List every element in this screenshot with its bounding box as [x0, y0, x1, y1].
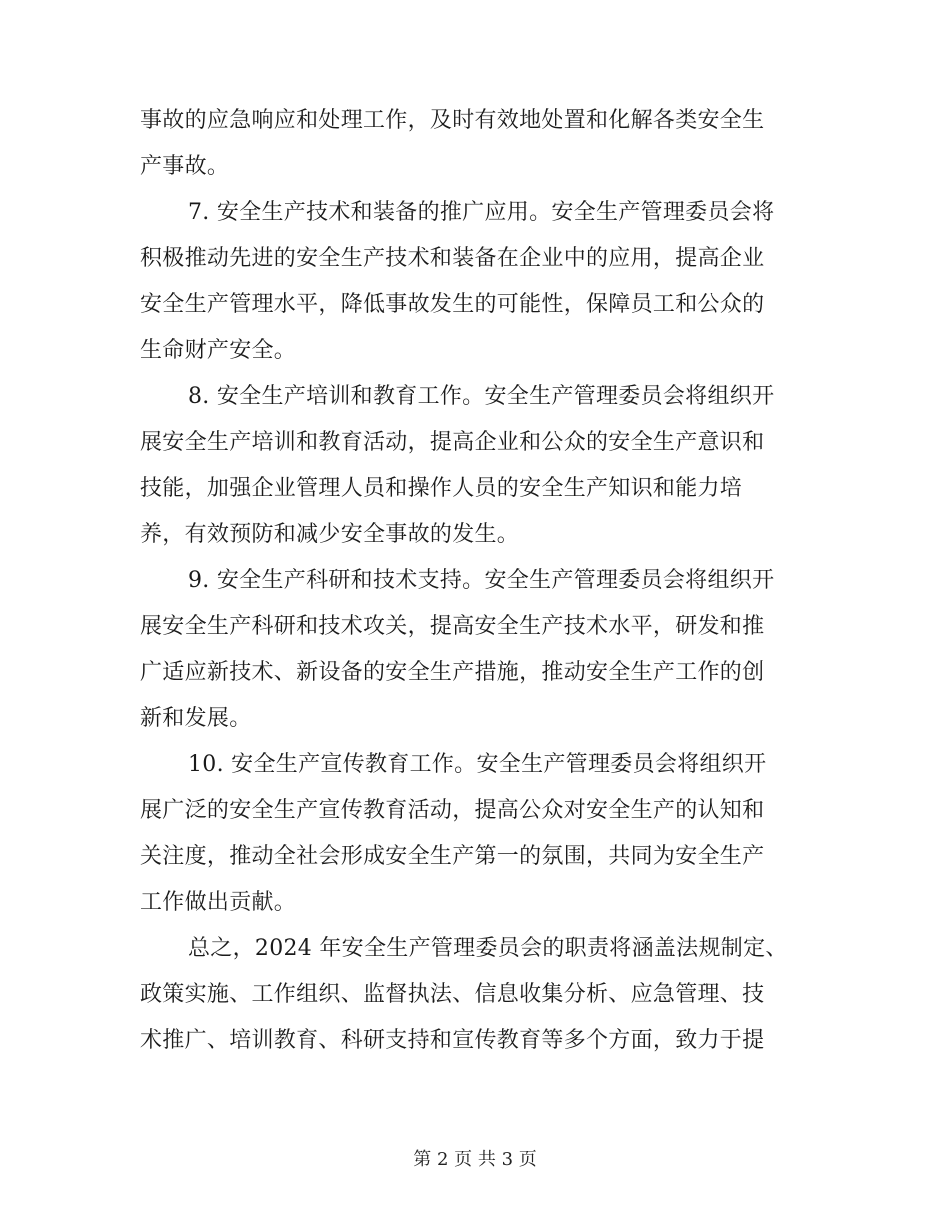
paragraph-line: 技能，加强企业管理人员和操作人员的安全生产知识和能力培: [140, 476, 743, 501]
paragraph-line: 积极推动先进的安全生产技术和装备在企业中的应用，提高企业: [140, 246, 765, 271]
paragraph-line: 10. 安全生产宣传教育工作。安全生产管理委员会将组织开: [188, 752, 767, 777]
paragraph-line: 广适应新技术、新设备的安全生产措施，推动安全生产工作的创: [140, 660, 765, 685]
paragraph-line: 产事故。: [140, 154, 230, 179]
paragraph-line: 9. 安全生产科研和技术支持。安全生产管理委员会将组织开: [188, 568, 775, 593]
paragraph-line: 生命财产安全。: [140, 338, 297, 363]
paragraph-line: 展安全生产科研和技术攻关，提高安全生产技术水平，研发和推: [140, 614, 765, 639]
paragraph-line: 安全生产管理水平，降低事故发生的可能性，保障员工和公众的: [140, 292, 765, 317]
paragraph-line: 7. 安全生产技术和装备的推广应用。安全生产管理委员会将: [188, 200, 775, 225]
paragraph-line: 养，有效预防和减少安全事故的发生。: [140, 522, 520, 547]
paragraph-line: 政策实施、工作组织、监督执法、信息收集分析、应急管理、技: [140, 982, 765, 1007]
paragraph-line: 事故的应急响应和处理工作，及时有效地处置和化解各类安全生: [140, 108, 765, 133]
paragraph-line: 展广泛的安全生产宣传教育活动，提高公众对安全生产的认知和: [140, 798, 765, 823]
paragraph-line: 术推广、培训教育、科研支持和宣传教育等多个方面，致力于提: [140, 1028, 765, 1053]
paragraph-line: 8. 安全生产培训和教育工作。安全生产管理委员会将组织开: [188, 384, 775, 409]
page-number-footer: 第 2 页 共 3 页: [413, 1149, 537, 1170]
paragraph-line: 关注度，推动全社会形成安全生产第一的氛围，共同为安全生产: [140, 844, 765, 869]
paragraph-line: 展安全生产培训和教育活动，提高企业和公众的安全生产意识和: [140, 430, 765, 455]
paragraph-line: 工作做出贡献。: [140, 890, 297, 915]
paragraph-line: 总之，2024 年安全生产管理委员会的职责将涵盖法规制定、: [188, 936, 788, 961]
paragraph-line: 新和发展。: [140, 706, 252, 731]
